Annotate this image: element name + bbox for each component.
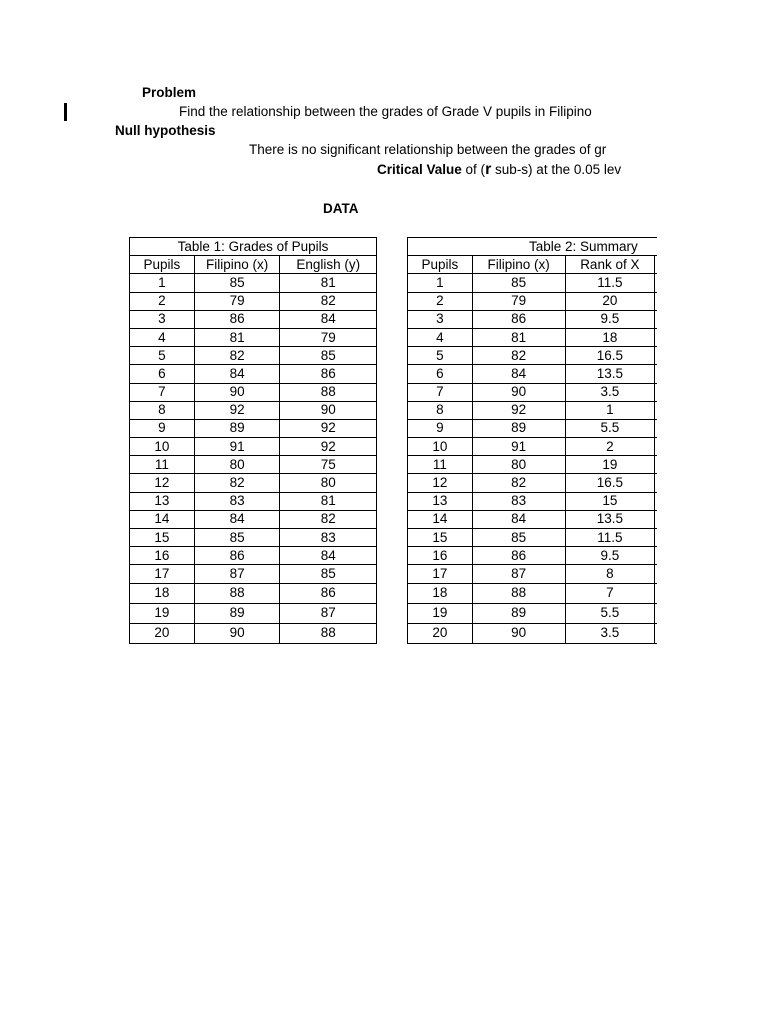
table1-header-pupils: Pupils (130, 256, 195, 274)
table-cell: 20 (130, 623, 195, 643)
table-cell: 85 (194, 529, 280, 547)
table-cell: 2 (408, 292, 473, 310)
table-cell (655, 419, 657, 437)
table-cell: 89 (194, 603, 280, 623)
critical-of-text: of ( (461, 162, 486, 177)
table-cell: 92 (472, 401, 565, 419)
table-cell: 3.5 (565, 623, 655, 643)
table2-header-cut (655, 256, 657, 274)
table-cell: 17 (130, 565, 195, 583)
table-cell (655, 347, 657, 365)
table-cell (655, 547, 657, 565)
table-row (130, 529, 377, 547)
table-cell: 83 (472, 492, 565, 510)
table-cell: 14 (130, 510, 195, 528)
table-cell (655, 328, 657, 346)
table-cell: 7 (130, 383, 195, 401)
table-row (408, 328, 658, 346)
table-cell: 79 (194, 292, 280, 310)
table-cell (655, 292, 657, 310)
table1-header-english: English (y) (280, 256, 377, 274)
table-cell: 8 (408, 401, 473, 419)
table1-header-filipino: Filipino (x) (194, 256, 280, 274)
table-summary (407, 237, 657, 644)
table-cell: 89 (194, 419, 280, 437)
table-cell: 84 (280, 310, 377, 328)
null-hypothesis-label: Null hypothesis (115, 123, 216, 138)
table-row (408, 401, 658, 419)
table-row (408, 274, 658, 292)
table-cell: 89 (472, 419, 565, 437)
table-cell: 14 (408, 510, 473, 528)
table-cell: 84 (194, 365, 280, 383)
table-cell: 13 (130, 492, 195, 510)
table-cell: 82 (472, 474, 565, 492)
table-cell: 81 (194, 328, 280, 346)
table-row (130, 365, 377, 383)
table-cell: 84 (280, 547, 377, 565)
table-cell: 3 (130, 310, 195, 328)
table-cell: 90 (280, 401, 377, 419)
table-cell: 5 (130, 347, 195, 365)
table-row (130, 492, 377, 510)
table-row (130, 547, 377, 565)
table-cell (655, 583, 657, 603)
table-cell: 5 (408, 347, 473, 365)
table-row (408, 438, 658, 456)
null-hypothesis-text: There is no significant relationship between the grades of gr (249, 142, 607, 157)
table-cell: 12 (130, 474, 195, 492)
table-row (408, 474, 658, 492)
table-cell: 4 (408, 328, 473, 346)
table-cell: 81 (280, 274, 377, 292)
table-cell (655, 365, 657, 383)
table-row (130, 510, 377, 528)
table-row (408, 492, 658, 510)
table-cell: 9 (130, 419, 195, 437)
table-cell: 92 (194, 401, 280, 419)
table-cell: 5.5 (565, 419, 655, 437)
table-cell: 88 (280, 383, 377, 401)
table-cell: 82 (472, 347, 565, 365)
table-row (408, 529, 658, 547)
table-cell (655, 565, 657, 583)
table-cell: 88 (280, 623, 377, 643)
table-row (408, 310, 658, 328)
table-cell: 16 (130, 547, 195, 565)
table-row (130, 292, 377, 310)
table-cell: 8 (130, 401, 195, 419)
table-cell: 88 (472, 583, 565, 603)
table-cell: 79 (472, 292, 565, 310)
table-cell: 13 (408, 492, 473, 510)
table-cell: 16.5 (565, 347, 655, 365)
table-row (130, 383, 377, 401)
table-row (130, 456, 377, 474)
table-cell (655, 274, 657, 292)
table-cell: 85 (472, 274, 565, 292)
table-cell: 87 (472, 565, 565, 583)
table-cell (655, 603, 657, 623)
table-row (130, 474, 377, 492)
table-cell: 19 (408, 603, 473, 623)
problem-text: Find the relationship between the grades of Grade V pupils in Filipino (179, 104, 592, 119)
table-cell: 9.5 (565, 310, 655, 328)
table-cell: 13.5 (565, 510, 655, 528)
table-row (408, 383, 658, 401)
table-row (130, 623, 377, 643)
table2-caption: Table 2: Summary (408, 238, 658, 256)
table-cell: 86 (472, 547, 565, 565)
table-cell: 18 (130, 583, 195, 603)
table-cell: 2 (565, 438, 655, 456)
table-cell: 80 (280, 474, 377, 492)
table-row (130, 565, 377, 583)
table-cell: 10 (408, 438, 473, 456)
table-cell: 19 (130, 603, 195, 623)
table-cell: 87 (280, 603, 377, 623)
table-cell: 82 (280, 510, 377, 528)
table-row (408, 365, 658, 383)
table-cell: 15 (408, 529, 473, 547)
table-cell: 18 (408, 583, 473, 603)
table-cell: 1 (130, 274, 195, 292)
table-row (408, 603, 658, 623)
table-cell: 9.5 (565, 547, 655, 565)
table-cell: 90 (472, 383, 565, 401)
table-cell: 83 (194, 492, 280, 510)
table-cell: 11.5 (565, 529, 655, 547)
table-cell: 4 (130, 328, 195, 346)
table-cell: 83 (280, 529, 377, 547)
table-cell: 91 (194, 438, 280, 456)
table-row (408, 547, 658, 565)
table-cell: 90 (472, 623, 565, 643)
table-cell: 9 (408, 419, 473, 437)
table-cell: 20 (408, 623, 473, 643)
table-cell: 90 (194, 623, 280, 643)
table-cell: 89 (472, 603, 565, 623)
table-cell: 11 (408, 456, 473, 474)
table-cell: 7 (565, 583, 655, 603)
table-cell: 80 (472, 456, 565, 474)
table-grades-of-pupils (129, 237, 377, 644)
critical-value-line (377, 162, 621, 178)
table-cell (655, 492, 657, 510)
table-cell: 16.5 (565, 474, 655, 492)
table-cell: 1 (408, 274, 473, 292)
table-cell: 87 (194, 565, 280, 583)
table-cell (655, 310, 657, 328)
table-cell: 3.5 (565, 383, 655, 401)
table-row (130, 328, 377, 346)
critical-value-label: Critical Value (377, 162, 462, 177)
table-cell: 82 (194, 347, 280, 365)
table-cell: 85 (194, 274, 280, 292)
table-row (130, 274, 377, 292)
critical-rest-text: sub-s) at the 0.05 lev (491, 162, 622, 177)
table-cell (655, 456, 657, 474)
table-row (130, 419, 377, 437)
table-row (130, 438, 377, 456)
table-row (130, 347, 377, 365)
table-row (408, 565, 658, 583)
table-row (408, 510, 658, 528)
table-cell: 79 (280, 328, 377, 346)
table-row (408, 583, 658, 603)
table-cell (655, 401, 657, 419)
table-cell (655, 529, 657, 547)
table-cell: 6 (408, 365, 473, 383)
table-cell (655, 474, 657, 492)
table-cell: 7 (408, 383, 473, 401)
table-cell (655, 438, 657, 456)
table-row (408, 456, 658, 474)
table-cell: 75 (280, 456, 377, 474)
table-cell: 88 (194, 583, 280, 603)
table-cell: 15 (130, 529, 195, 547)
table2-header-filipino: Filipino (x) (472, 256, 565, 274)
table-cell: 85 (280, 565, 377, 583)
table-cell: 90 (194, 383, 280, 401)
table-cell: 81 (280, 492, 377, 510)
table-row (130, 603, 377, 623)
r-symbol: r (485, 161, 492, 178)
table-cell: 86 (194, 310, 280, 328)
table-cell: 12 (408, 474, 473, 492)
table-cell: 15 (565, 492, 655, 510)
problem-label: Problem (142, 85, 197, 100)
table-row (408, 347, 658, 365)
table-cell: 84 (472, 365, 565, 383)
table-row (130, 583, 377, 603)
table-cell: 10 (130, 438, 195, 456)
table-cell: 8 (565, 565, 655, 583)
table-cell: 92 (280, 419, 377, 437)
table-cell: 5.5 (565, 603, 655, 623)
table1-caption: Table 1: Grades of Pupils (130, 238, 377, 256)
data-heading: DATA (323, 201, 359, 216)
table2-header-rank-x: Rank of X (565, 256, 655, 274)
table-cell: 86 (280, 583, 377, 603)
table-cell: 11 (130, 456, 195, 474)
table-cell: 11.5 (565, 274, 655, 292)
table-cell: 91 (472, 438, 565, 456)
table-row (130, 401, 377, 419)
table-cell: 6 (130, 365, 195, 383)
table-cell: 17 (408, 565, 473, 583)
table-cell: 84 (472, 510, 565, 528)
table-row (408, 419, 658, 437)
table-cell: 13.5 (565, 365, 655, 383)
table-row (408, 623, 658, 643)
table2-header-pupils: Pupils (408, 256, 473, 274)
table-cell: 82 (280, 292, 377, 310)
table-cell: 86 (280, 365, 377, 383)
table-cell: 16 (408, 547, 473, 565)
table-cell: 80 (194, 456, 280, 474)
table-cell: 86 (194, 547, 280, 565)
table-cell: 85 (280, 347, 377, 365)
table-cell: 86 (472, 310, 565, 328)
table-cell: 3 (408, 310, 473, 328)
table-cell (655, 510, 657, 528)
table-cell (655, 383, 657, 401)
table-cell: 81 (472, 328, 565, 346)
table-cell: 82 (194, 474, 280, 492)
table-cell: 19 (565, 456, 655, 474)
table-cell: 1 (565, 401, 655, 419)
table-cell: 2 (130, 292, 195, 310)
table-cell: 18 (565, 328, 655, 346)
table-cell: 20 (565, 292, 655, 310)
table-cell: 92 (280, 438, 377, 456)
table-cell: 84 (194, 510, 280, 528)
table-cell (655, 623, 657, 643)
table-cell: 85 (472, 529, 565, 547)
table-row (130, 310, 377, 328)
table-row (408, 292, 658, 310)
